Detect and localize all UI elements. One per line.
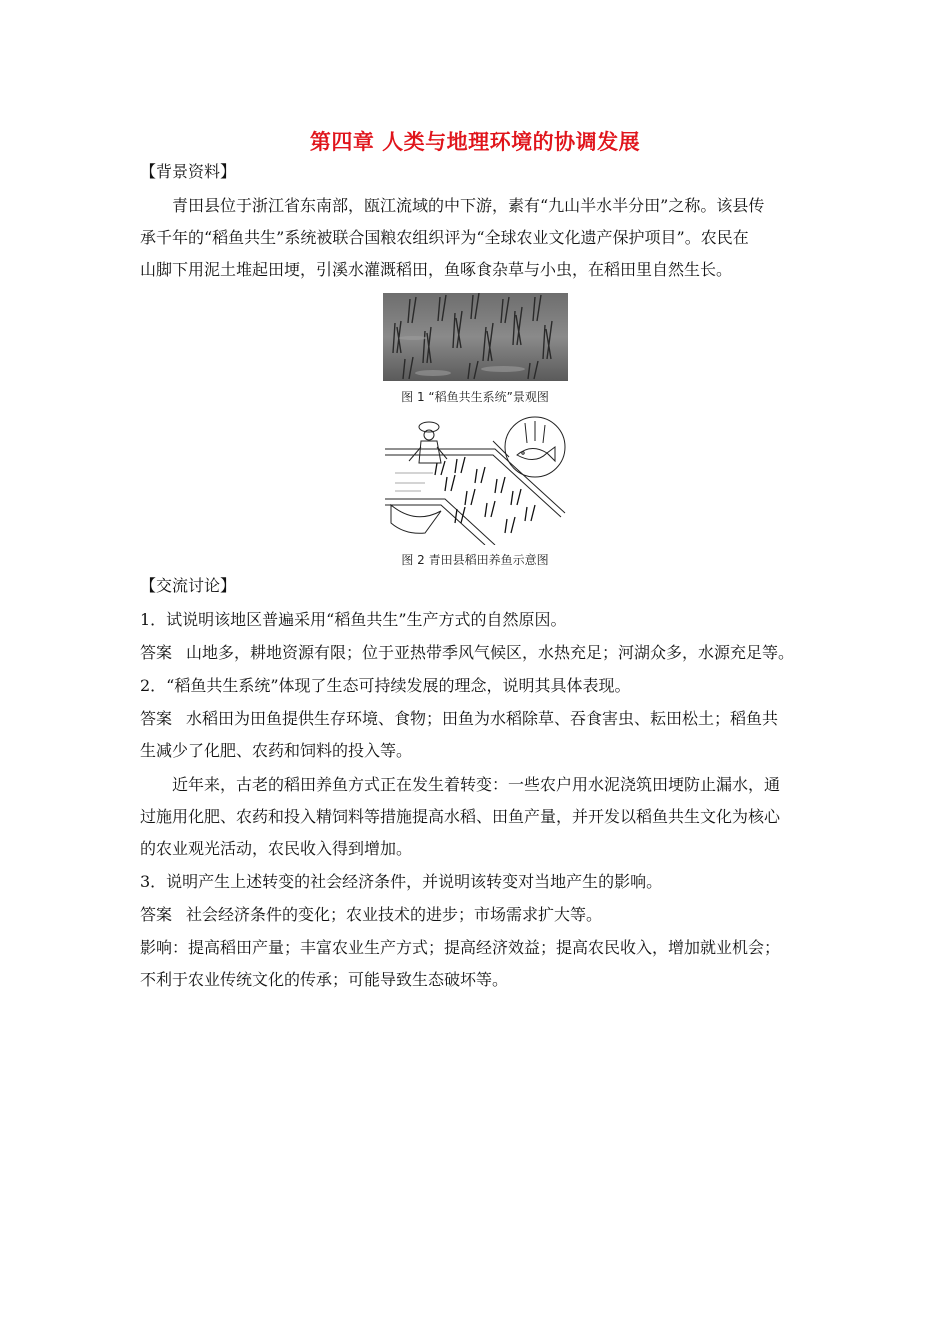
impact-line-2: 不利于农业传统文化的传承；可能导致生态破坏等。 bbox=[140, 970, 509, 989]
answer-3-label: 答案 bbox=[140, 905, 173, 924]
paragraph-line-1: 近年来，古老的稻田养鱼方式正在发生着转变：一些农户用水泥浇筑田埂防止漏水，通 bbox=[172, 775, 781, 794]
figure-1-caption: 图 1 “稻鱼共生系统”景观图 bbox=[401, 390, 549, 404]
paragraph-line-3: 的农业观光活动，农民收入得到增加。 bbox=[140, 839, 413, 858]
answer-2-text-1: 水稻田为田鱼提供生存环境、食物；田鱼为水稻除草、吞食害虫、耘田松土；稻鱼共 bbox=[186, 709, 779, 728]
question-3: 3．说明产生上述转变的社会经济条件，并说明该转变对当地产生的影响。 bbox=[140, 872, 663, 891]
figure-1-photo bbox=[383, 293, 568, 381]
figure-2-diagram bbox=[385, 413, 568, 545]
answer-1-label: 答案 bbox=[140, 643, 173, 662]
question-2: 2．“稻鱼共生系统”体现了生态可持续发展的理念，说明其具体表现。 bbox=[140, 676, 631, 695]
answer-2-line-2: 生减少了化肥、农药和饲料的投入等。 bbox=[140, 741, 413, 760]
page-title: 第四章 人类与地理环境的协调发展 bbox=[309, 130, 641, 154]
question-1: 1．试说明该地区普遍采用“稻鱼共生”生产方式的自然原因。 bbox=[140, 610, 567, 629]
discussion-header: 【交流讨论】 bbox=[140, 576, 237, 595]
background-line-1: 青田县位于浙江省东南部，瓯江流域的中下游，素有“九山半水半分田”之称。该县传 bbox=[172, 196, 765, 215]
background-line-2: 承千年的“稻鱼共生”系统被联合国粮农组织评为“全球农业文化遗产保护项目”。农民在 bbox=[140, 228, 749, 247]
answer-1-text: 山地多，耕地资源有限；位于亚热带季风气候区，水热充足；河湖众多，水源充足等。 bbox=[186, 643, 795, 662]
answer-1 bbox=[140, 643, 820, 663]
background-line-3: 山脚下用泥土堆起田埂，引溪水灌溉稻田，鱼啄食杂草与小虫，在稻田里自然生长。 bbox=[140, 260, 733, 279]
paragraph-line-2: 过施用化肥、农药和投入精饲料等措施提高水稻、田鱼产量，并开发以稻鱼共生文化为核心 bbox=[140, 807, 781, 826]
answer-2 bbox=[140, 709, 820, 729]
background-header: 【背景资料】 bbox=[140, 162, 237, 181]
answer-3 bbox=[140, 905, 820, 925]
figure-2-caption: 图 2 青田县稻田养鱼示意图 bbox=[401, 553, 549, 567]
answer-2-label: 答案 bbox=[140, 709, 173, 728]
answer-3-text: 社会经济条件的变化；农业技术的进步；市场需求扩大等。 bbox=[186, 905, 603, 924]
impact-line-1: 影响：提高稻田产量；丰富农业生产方式；提高经济效益；提高农民收入，增加就业机会； bbox=[140, 938, 781, 957]
